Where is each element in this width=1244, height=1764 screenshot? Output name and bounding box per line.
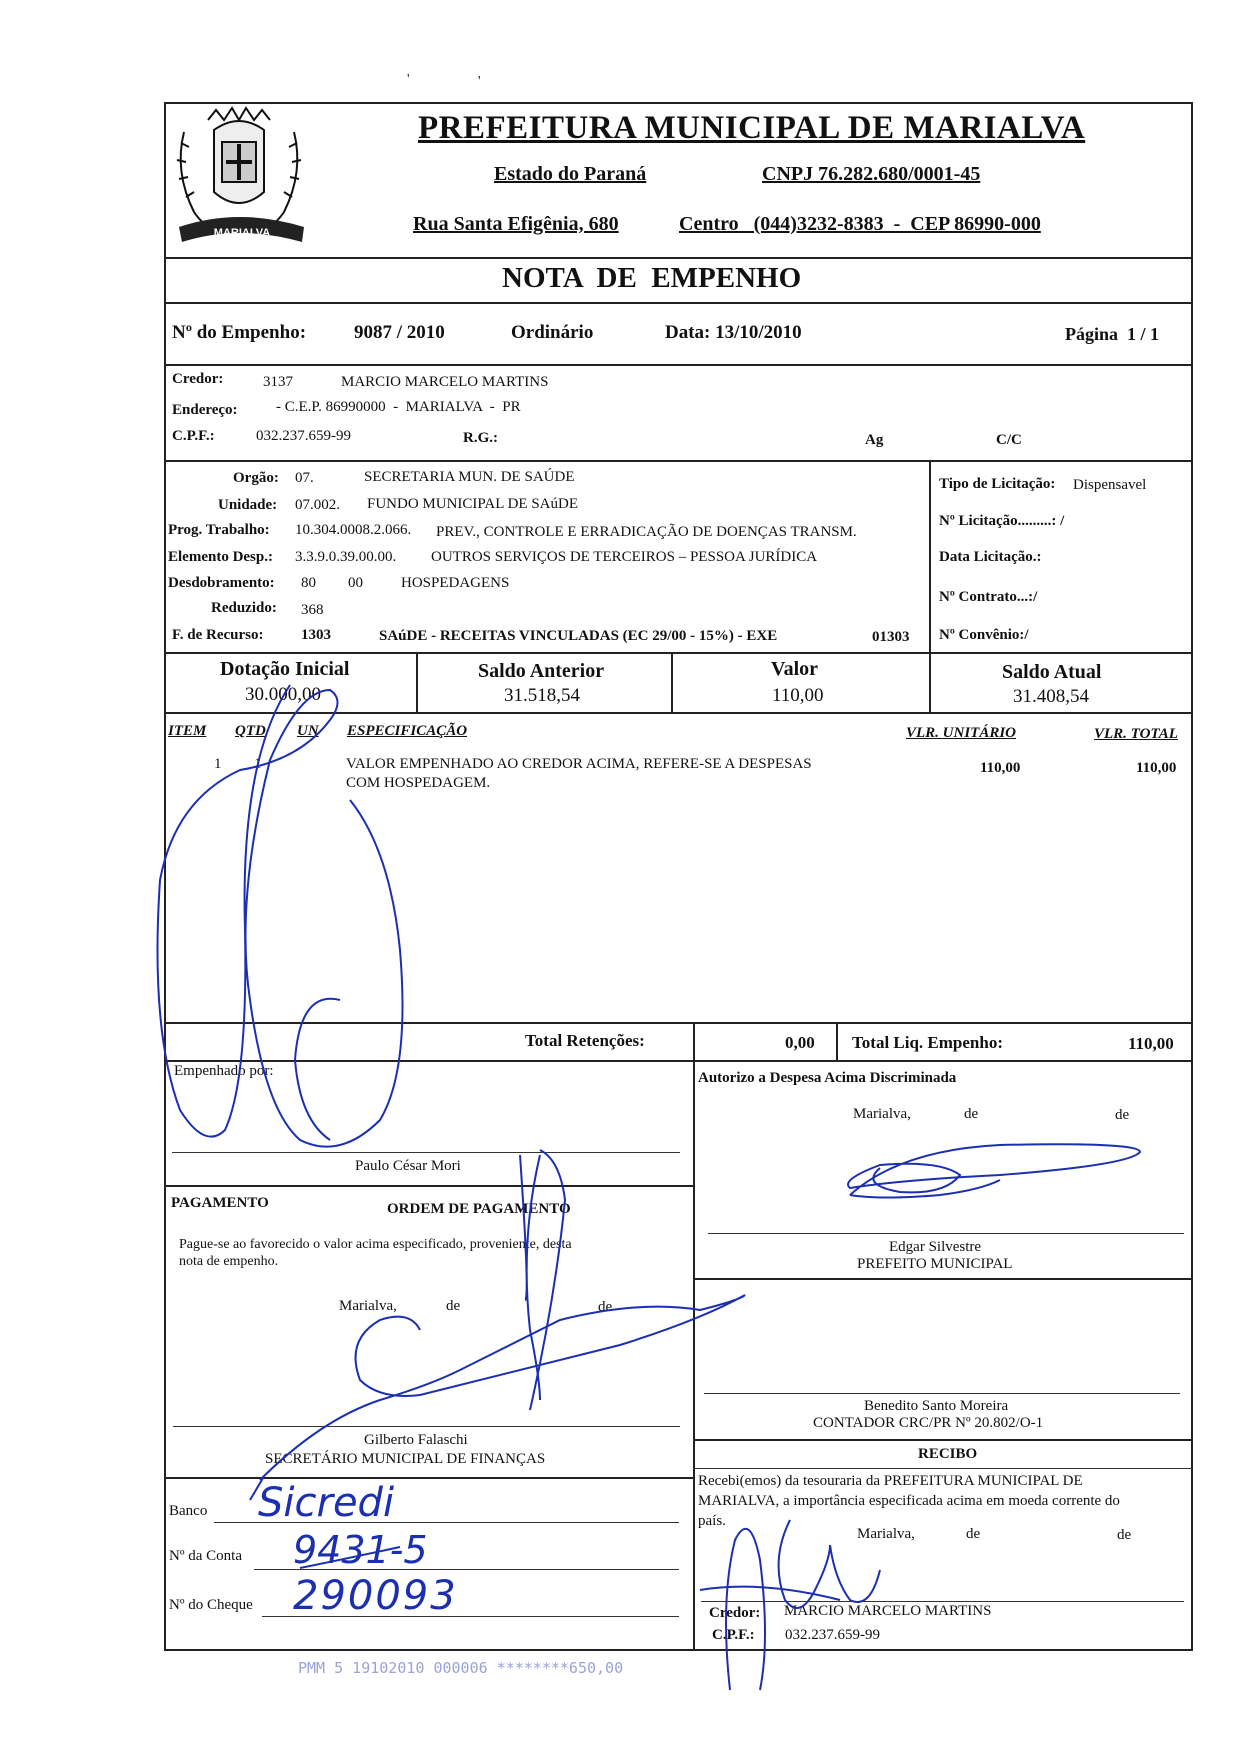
numero-convenio: Nº Convênio:/: [939, 627, 1029, 643]
total-retencoes-label: Total Retenções:: [525, 1031, 645, 1050]
pagamento-text-1: Pague-se ao favorecido o valor acima especificado, proveniente, desta: [179, 1237, 572, 1252]
row-desc-1: VALOR EMPENHADO AO CREDOR ACIMA, REFERE-SE A DESPESAS: [346, 756, 812, 772]
recibo-title: RECIBO: [918, 1446, 978, 1462]
document-title: NOTA DE EMPENHO: [502, 262, 802, 294]
conta-label: Nº da Conta: [169, 1548, 242, 1564]
elemento-code: 3.3.9.0.39.00.00.: [295, 549, 397, 565]
recurso-code: 1303: [301, 627, 331, 643]
row-vlr-unitario: 110,00: [980, 760, 1021, 776]
empenhado-name: Paulo César Mori: [355, 1158, 461, 1174]
header-title: PREFEITURA MUNICIPAL DE MARIALVA: [418, 110, 1086, 146]
signature-empenhado: [158, 685, 403, 1147]
valor-value: 110,00: [772, 685, 824, 706]
cc-label: C/C: [996, 432, 1022, 448]
cpf: 032.237.659-99: [256, 428, 351, 444]
total-liquido-label: Total Liq. Empenho:: [852, 1033, 1003, 1052]
elemento-label: Elemento Desp.:: [168, 549, 273, 565]
scan-mark: ': [478, 74, 481, 89]
row-vlr-total: 110,00: [1136, 760, 1177, 776]
empenho-number-label: Nº do Empenho:: [172, 322, 307, 343]
col-un: UN: [297, 723, 319, 739]
dotacao-value: 30.000,00: [245, 684, 321, 705]
recibo-de-1: de: [966, 1526, 981, 1542]
banco-value: Sicredi: [258, 1480, 395, 1526]
col-qtd: QTD: [235, 723, 266, 739]
saldo-anterior-value: 31.518,54: [504, 685, 580, 706]
orgao-code: 07.: [295, 470, 314, 486]
autorizo-de-2: de: [1115, 1107, 1130, 1123]
dotacao-label: Dotação Inicial: [220, 658, 350, 680]
row-item: 1: [214, 756, 222, 772]
conta-value: 9431-5: [293, 1528, 428, 1572]
scan-mark: ': [407, 72, 410, 87]
ag-label: Ag: [865, 432, 884, 448]
svg-text:MARIALVA: MARIALVA: [213, 227, 271, 239]
unidade-name: FUNDO MUNICIPAL DE SAúDE: [367, 496, 578, 512]
recibo-text-2: MARIALVA, a importância especificada acima em moeda corrente do: [698, 1493, 1120, 1509]
financas-role: SECRETÁRIO MUNICIPAL DE FINANÇAS: [265, 1451, 546, 1467]
recibo-credor-label: Credor:: [709, 1605, 761, 1621]
rg-label: R.G.:: [463, 430, 498, 446]
col-item: ITEM: [168, 723, 207, 739]
validation-stamp: PMM 5 19102010 000006 ********650,00: [298, 1659, 624, 1677]
prog-code: 10.304.0008.2.066.: [295, 522, 412, 538]
header-cnpj: CNPJ 76.282.680/0001-45: [762, 163, 981, 185]
header-state: Estado do Paraná: [494, 163, 647, 185]
prefeito-role: PREFEITO MUNICIPAL: [857, 1256, 1013, 1272]
numero-licitacao: Nº Licitação.........: /: [939, 513, 1065, 529]
recibo-city: Marialva,: [857, 1526, 915, 1542]
valor-label: Valor: [771, 658, 819, 680]
page-number: Página 1 / 1: [1065, 324, 1160, 344]
recibo-credor: MARCIO MARCELO MARTINS: [784, 1603, 992, 1619]
banco-label: Banco: [169, 1503, 208, 1519]
endereco: - C.E.P. 86990000 - MARIALVA - PR: [276, 399, 521, 415]
autorizo-de-1: de: [964, 1106, 979, 1122]
total-retencoes: 0,00: [785, 1033, 815, 1052]
prog-label: Prog. Trabalho:: [168, 522, 270, 538]
signature-prefeito: [848, 1144, 1140, 1195]
orgao-name: SECRETARIA MUN. DE SAÚDE: [364, 469, 575, 485]
signature-financas: [260, 1295, 745, 1480]
empenho-date: Data: 13/10/2010: [665, 322, 802, 343]
recibo-cpf: 032.237.659-99: [785, 1627, 880, 1643]
credor-code: 3137: [263, 374, 293, 390]
tipo-licitacao-label: Tipo de Licitação:: [939, 476, 1056, 492]
col-especificacao: ESPECIFICAÇÃO: [347, 723, 468, 739]
recurso-label: F. de Recurso:: [172, 627, 264, 643]
empenhado-label: Empenhado por:: [174, 1063, 274, 1079]
pagamento-de-1: de: [446, 1298, 461, 1314]
recurso-name: SAúDE - RECEITAS VINCULADAS (EC 29/00 - 15%) - EXE: [379, 628, 778, 644]
reduzido: 368: [301, 602, 324, 618]
total-liquido: 110,00: [1128, 1034, 1174, 1053]
numero-contrato: Nº Contrato...:/: [939, 589, 1038, 605]
signature-recibo: [726, 1520, 880, 1690]
prog-name: PREV., CONTROLE E ERRADICAÇÃO DE DOENÇAS TRANSM.: [436, 524, 857, 540]
ordem-pagamento-label: ORDEM DE PAGAMENTO: [387, 1201, 571, 1217]
cheque-value: 290093: [293, 1573, 458, 1619]
pagamento-label: PAGAMENTO: [171, 1195, 269, 1211]
reduzido-label: Reduzido:: [211, 600, 277, 616]
financas-name: Gilberto Falaschi: [364, 1432, 468, 1448]
row-qtd: 1: [254, 756, 262, 772]
recibo-text-3: país.: [698, 1513, 726, 1529]
endereco-label: Endereço:: [172, 402, 238, 418]
unidade-code: 07.002.: [295, 497, 340, 513]
cpf-label: C.P.F.:: [172, 428, 215, 444]
credor-label: Credor:: [172, 371, 224, 387]
recurso-code-2: 01303: [872, 629, 910, 645]
desdobramento-name: HOSPEDAGENS: [401, 575, 510, 591]
autorizo-label: Autorizo a Despesa Acima Discriminada: [698, 1070, 957, 1086]
prefeito-name: Edgar Silvestre: [889, 1239, 982, 1255]
saldo-atual-label: Saldo Atual: [1002, 661, 1102, 683]
pagamento-de-2: de: [598, 1299, 613, 1315]
desdobramento-b: 00: [348, 575, 363, 591]
data-licitacao: Data Licitação.:: [939, 549, 1042, 565]
desdobramento-a: 80: [301, 575, 316, 591]
cheque-label: Nº do Cheque: [169, 1597, 253, 1613]
unidade-label: Unidade:: [218, 497, 278, 513]
header-street: Rua Santa Efigênia, 680: [413, 213, 619, 235]
elemento-name: OUTROS SERVIÇOS DE TERCEIROS – PESSOA JURÍDICA: [431, 549, 818, 565]
row-desc-2: COM HOSPEDAGEM.: [346, 775, 491, 791]
empenho-number: 9087 / 2010: [354, 322, 445, 343]
pagamento-text-2: nota de empenho.: [179, 1254, 279, 1269]
saldo-atual-value: 31.408,54: [1013, 686, 1089, 707]
orgao-label: Orgão:: [233, 470, 279, 486]
desdobramento-label: Desdobramento:: [168, 575, 275, 591]
recibo-cpf-label: C.P.F.:: [712, 1627, 755, 1643]
empenho-type: Ordinário: [511, 322, 594, 343]
contador-role: CONTADOR CRC/PR Nº 20.802/O-1: [813, 1415, 1044, 1431]
contador-name: Benedito Santo Moreira: [864, 1398, 1009, 1414]
saldo-anterior-label: Saldo Anterior: [478, 660, 605, 682]
tipo-licitacao-value: Dispensavel: [1073, 477, 1147, 493]
col-vlr-unitario: VLR. UNITÁRIO: [906, 725, 1017, 741]
header-contact: Centro (044)3232-8383 - CEP 86990-000: [679, 213, 1041, 235]
recibo-text-1: Recebi(emos) da tesouraria da PREFEITURA MUNICIPAL DE: [698, 1473, 1083, 1489]
pagamento-city: Marialva,: [339, 1298, 397, 1314]
autorizo-city: Marialva,: [853, 1106, 911, 1122]
credor-name: MARCIO MARCELO MARTINS: [341, 374, 549, 390]
col-vlr-total: VLR. TOTAL: [1094, 726, 1178, 742]
recibo-de-2: de: [1117, 1527, 1132, 1543]
